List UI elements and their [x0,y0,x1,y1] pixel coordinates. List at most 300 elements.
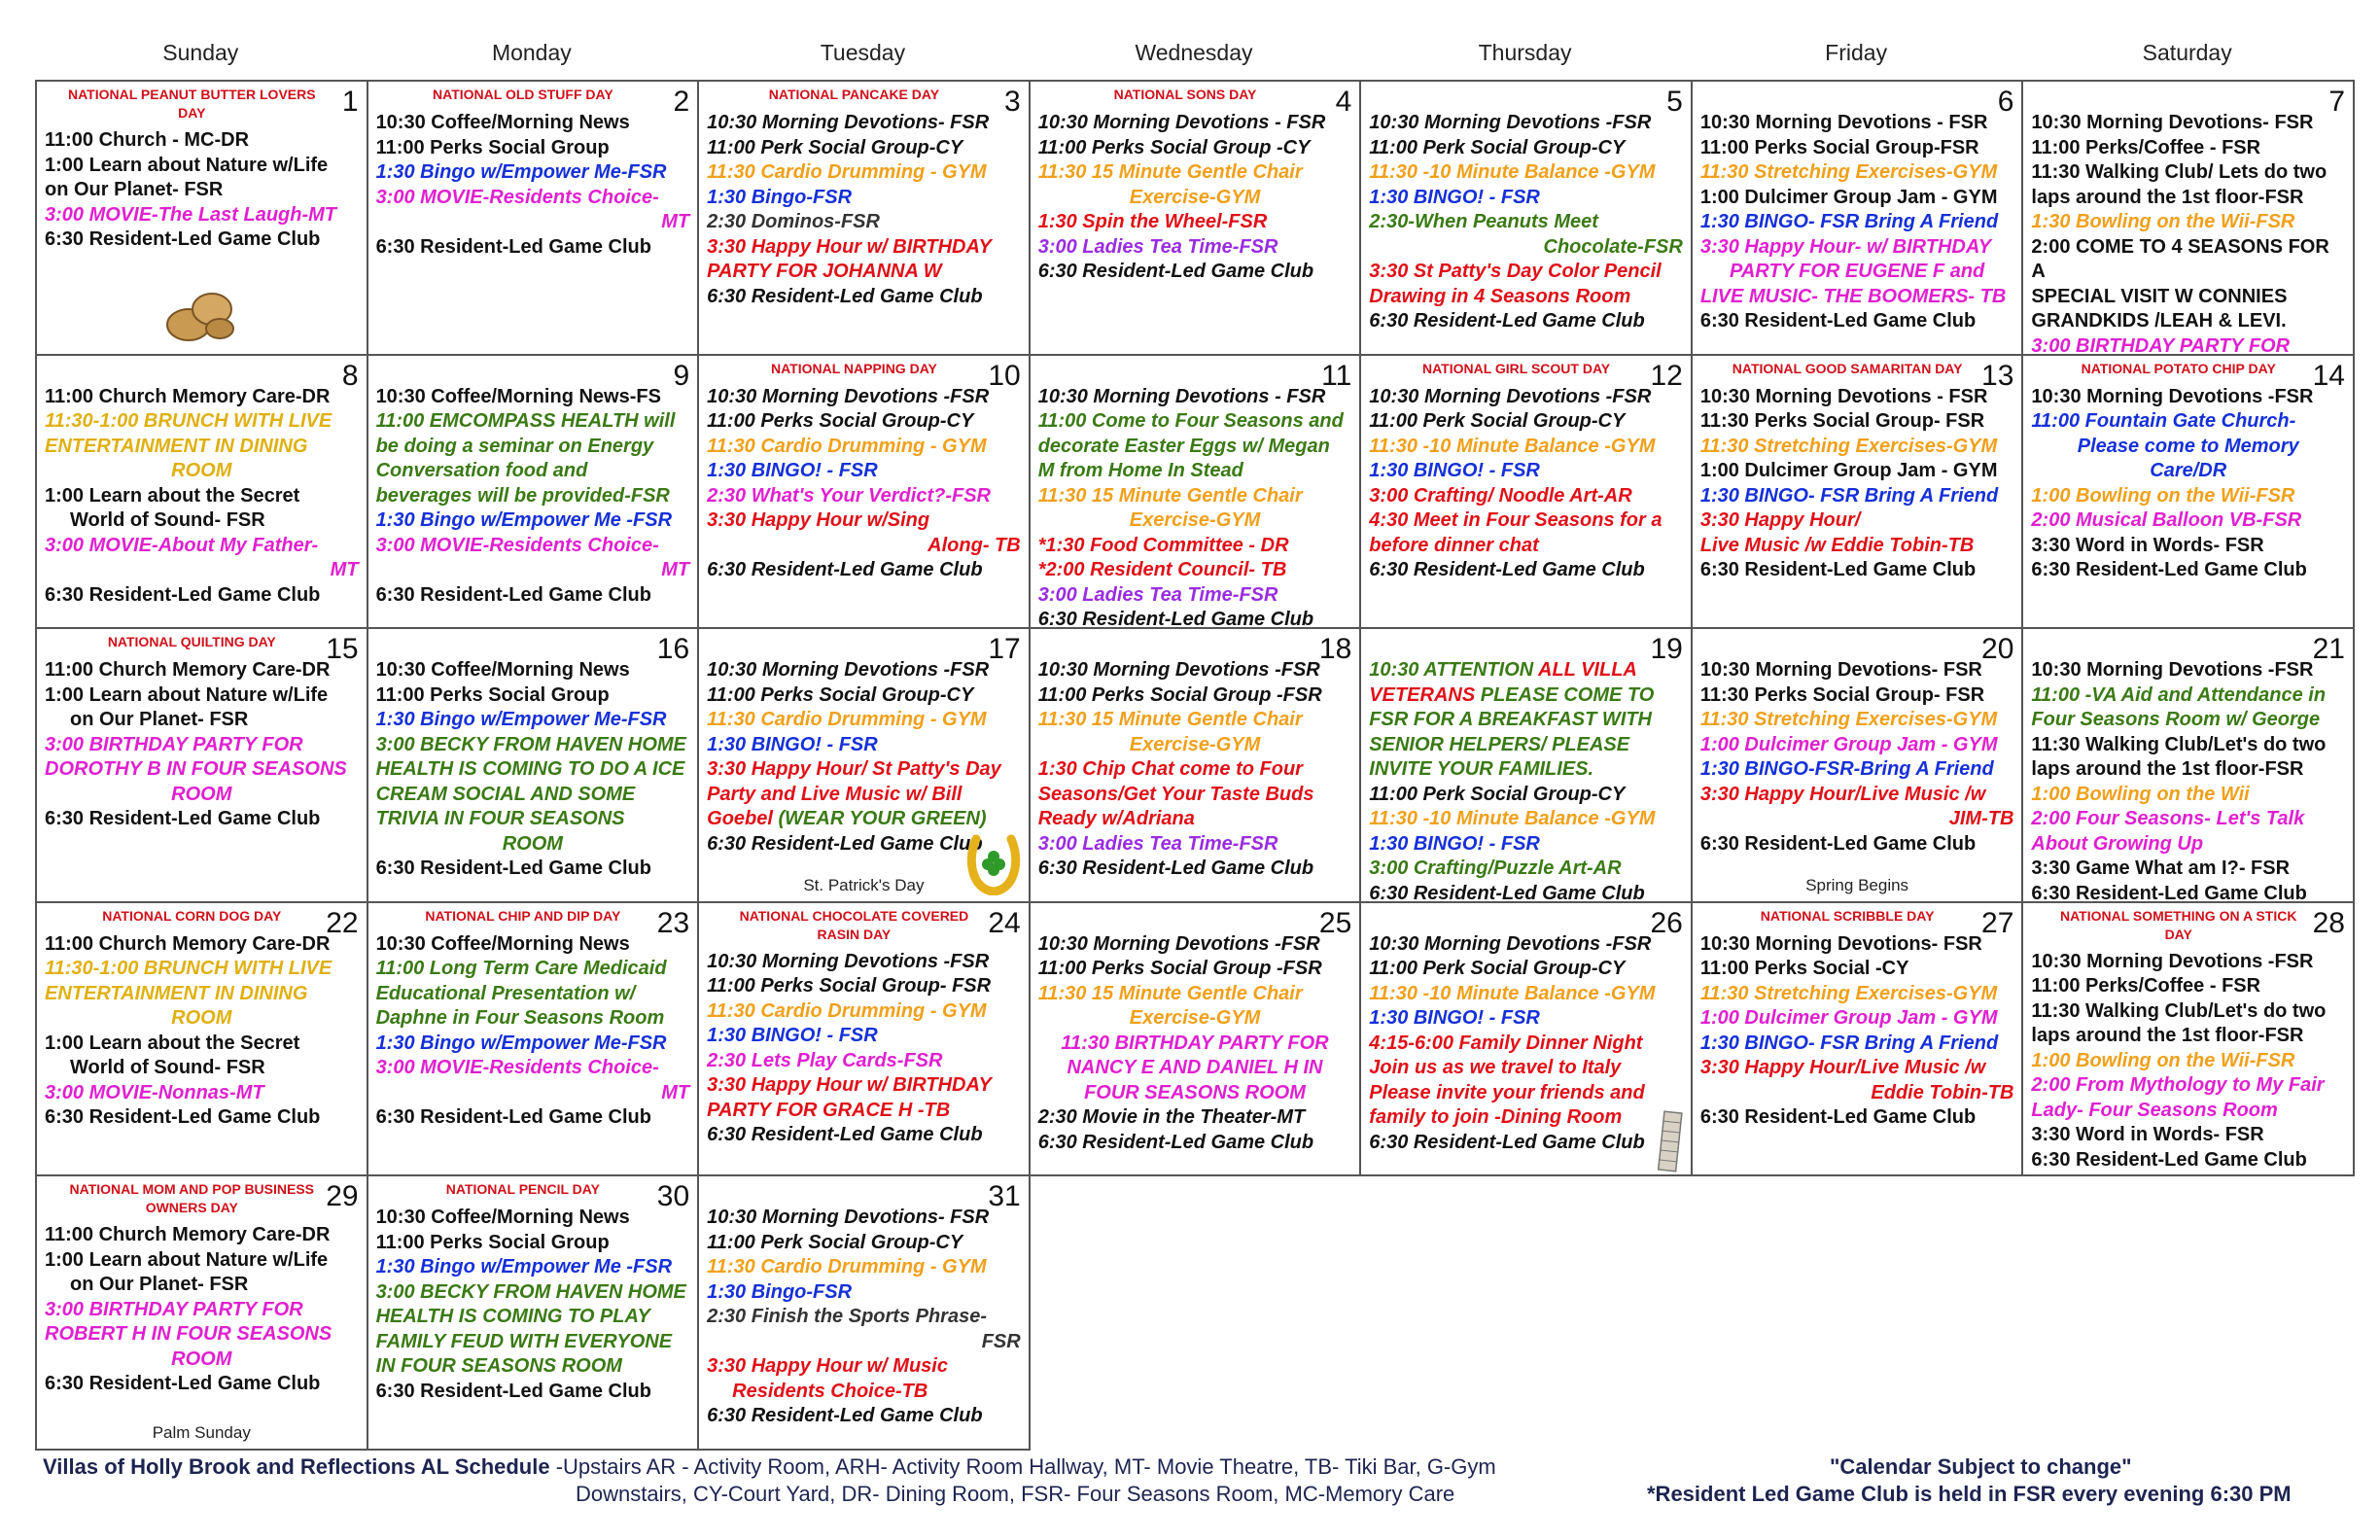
event-text: SPECIAL VISIT W CONNIES [2031,285,2288,307]
event-text: NANCY E AND DANIEL H IN [1067,1057,1323,1079]
event-item [2031,309,2345,334]
event-text: 10:30 Morning Devotions -FSR [1369,932,1652,955]
event-item [376,409,690,435]
event-item [45,1006,359,1032]
event-list [1369,658,1683,903]
event-text: Goebel [707,808,773,830]
event-item [45,154,359,179]
event-text: HEALTH IS COMING TO PLAY [375,1306,650,1328]
event-text: ROOM [171,783,232,805]
event-item [1700,534,2014,559]
event-item [707,1354,1021,1380]
weekday-thursday: Thursday [1478,40,1572,65]
event-text: Eddie Tobin-TB [1871,1081,2014,1103]
event-item [45,957,359,982]
event-text: 11:00 Perks Social Group- FSR [707,975,992,998]
event-item [707,435,1021,460]
event-item [1038,957,1352,982]
event-text: 11:00 Perks Social Group-FSR [1699,136,1979,158]
event-item [707,708,1021,733]
event-item [1700,733,2014,758]
event-text: 6:30 Resident-Led Game Club [375,1380,651,1402]
national-day-label [1700,86,2014,105]
event-text: 10:30 Coffee/Morning News [375,112,630,133]
national-day-label: NATIONAL CORN DOG DAY [102,907,282,924]
day-cell-22 [37,903,368,1177]
event-item [707,1049,1021,1074]
event-text: 1:30 Bingo-FSR [707,186,853,208]
day-number: 17 [988,633,1021,666]
event-item [1038,1006,1352,1032]
event-text: 1:00 Dulcimer Group Jam - GYM [1699,1007,1998,1030]
event-item [1038,583,1352,609]
event-item [45,385,359,410]
event-item [2031,534,2345,559]
event-text: ENTERTAINMENT IN DINING [45,982,308,1004]
day-number: 7 [2328,86,2345,118]
event-item [45,658,359,683]
event-text: 11:00 Perk Social Group-CY [1369,410,1626,433]
event-item [1369,558,1683,583]
event-text: Join us as we travel to Italy [1369,1057,1622,1079]
weekday-sunday: Sunday [162,40,239,65]
event-text: 11:30 Cardio Drumming - GYM [707,709,987,731]
event-text: 1:30 BINGO! - FSR [1369,186,1540,208]
event-text: 3:00 BECKY FROM HAVEN HOME [375,1280,686,1303]
event-item [45,807,359,832]
event-item [707,683,1021,709]
event-list [2031,385,2345,583]
event-text: 10:30 Coffee/Morning News [375,932,630,955]
event-text: 3:00 MOVIE-Residents Choice- [375,186,659,208]
event-item [1700,260,2014,285]
event-item [2031,1024,2345,1049]
event-item [707,160,1021,186]
event-item [2031,484,2345,509]
event-text: Exercise-GYM [1129,509,1261,532]
event-text: HEALTH IS COMING TO DO A ICE [375,758,685,781]
event-text: 6:30 Resident-Led Game Club [1699,1106,1977,1129]
national-day-label: NATIONAL MOM AND POP BUSINESS OWNERS DAY [69,1181,315,1216]
day-number: 6 [1997,86,2014,118]
weekday-wednesday: Wednesday [1135,40,1253,65]
event-text: 11:30 Cardio Drumming - GYM [707,999,987,1022]
day-cell-24 [699,903,1031,1177]
weekday-monday: Monday [491,40,572,65]
event-item [707,974,1021,999]
day-cell-13 [1693,356,2024,630]
event-text: Conversation food and [375,460,588,482]
day-number: 24 [988,906,1021,939]
event-text: *1:30 Food Committee - DR [1037,534,1289,556]
event-item [376,583,690,609]
event-item [1038,658,1352,683]
event-item [376,235,690,261]
event-item [1369,186,1683,211]
event-text: 11:00 Church Memory Care-DR [45,385,331,407]
event-text: 3:30 Happy Hour w/ Music [707,1355,948,1378]
event-item [376,708,690,733]
event-text: 1:30 Chip Chat come to Four [1037,758,1303,781]
event-text: 11:30 Walking Club/Let's do two [2031,733,2327,755]
event-item [1038,459,1352,484]
national-day-label: NATIONAL CHOCOLATE COVERED RASIN DAY [739,907,969,942]
event-text: 3:30 Happy Hour/ [1699,509,1861,532]
event-text: VETERANS [1369,683,1476,706]
day-cell-9 [368,356,700,630]
day-cell-3 [699,82,1031,356]
event-text: 10:30 Morning Devotions -FSR [707,950,990,972]
event-list [376,1206,690,1404]
event-text: 2:30 Dominos-FSR [707,211,880,232]
event-text: 11:30 15 Minute Gentle Chair [1037,709,1303,731]
weekday-friday: Friday [1825,40,1888,65]
event-list [1038,932,1352,1156]
event-text: 2:30-When Peanuts Meet [1369,211,1598,232]
event-item [1700,136,2014,161]
event-text: 11:00 Church Memory Care-DR [45,659,331,682]
day-number: 21 [2312,633,2345,666]
event-text: FOUR SEASONS ROOM [1084,1081,1306,1103]
event-text: 2:30 What's Your Verdict?-FSR [707,484,991,507]
event-text: 11:00 Perk Social Group-CY [1369,136,1626,158]
event-item [376,757,690,783]
event-item [1369,932,1683,958]
national-day-label [1369,86,1683,105]
event-text: 6:30 Resident-Led Game Club [45,1373,321,1395]
event-item [1369,733,1683,758]
event-list [707,1206,1021,1429]
event-item [1038,932,1352,958]
event-item [707,807,1021,832]
event-item [1369,136,1683,161]
event-item [707,1255,1021,1280]
event-item [1700,807,2014,832]
event-text: Seasons/Get Your Taste Buds [1037,783,1314,805]
event-item [45,1081,359,1106]
day-number: 23 [656,906,690,939]
day-cell-20 [1693,629,2024,903]
event-item [1369,1105,1683,1131]
event-text: 4:30 Meet in Four Seasons for a [1369,509,1662,532]
event-text: Live Music /w Eddie Tobin-TB [1699,534,1975,556]
event-text: 11:30 Stretching Exercises-GYM [1699,435,1998,457]
day-cell-30 [368,1176,700,1451]
event-text: 1:00 Bowling on the Wii-FSR [2031,1049,2295,1071]
national-day-label [1369,907,1683,927]
national-day-label: NATIONAL NAPPING DAY [770,360,937,376]
event-item [1369,857,1683,882]
event-item [1369,783,1683,808]
event-text: 11:00 Perks Social Group [375,683,610,706]
event-text: PARTY FOR EUGENE F and [1730,261,1985,282]
event-item [2031,950,2345,975]
event-item [707,1380,1021,1405]
event-item [376,1354,690,1380]
event-text: 3:30 Word in Words- FSR [2031,1124,2264,1146]
event-item [1700,832,2014,858]
event-item [2031,508,2345,534]
national-day-label: NATIONAL GIRL SCOUT DAY [1421,360,1611,376]
event-item [376,683,690,709]
event-item [2031,285,2345,310]
event-item [1038,160,1352,186]
event-item [2031,857,2345,882]
event-item [1038,210,1352,235]
holiday-label: St. Patrick's Day [803,875,925,894]
event-item [45,1348,359,1373]
day-cell-29 [37,1176,368,1451]
footer-game-club-note: *Resident Led Game Club is held in FSR every evening 6:30 PM [1647,1482,2292,1506]
day-cell-2 [368,82,700,356]
event-text: 11:00 -VA Aid and Attendance in [2031,683,2327,706]
day-number: 29 [326,1180,359,1213]
event-list [1369,932,1683,1156]
event-text: CREAM SOCIAL AND SOME [375,783,636,805]
event-item [1369,111,1683,136]
event-text: 11:30 Perks Social Group- FSR [1699,410,1985,433]
event-item [2031,658,2345,683]
event-item [45,558,359,583]
day-cell-8 [37,356,368,630]
event-item [707,1305,1021,1330]
event-item [45,708,359,733]
event-text: 10:30 Morning Devotions- FSR [707,1207,990,1229]
footer-legend-downstairs: Downstairs, CY-Court Yard, DR- Dining Room, FSR- Four Seasons Room, MC-Memory Care [576,1482,1455,1506]
event-text: 11:30-1:00 BRUNCH WITH LIVE [45,410,332,433]
event-item [376,1006,690,1032]
event-text: 6:30 Resident-Led Game Club [375,1106,651,1129]
day-cell-23 [368,903,700,1177]
event-text: 1:30 Bowling on the Wii-FSR [2031,211,2295,232]
event-item [1038,235,1352,261]
event-item [1700,435,2014,460]
event-text: 11:00 Come to Four Seasons and [1037,410,1344,433]
event-text: Daphne in Four Seasons Room [375,1007,665,1030]
event-item [45,683,359,709]
event-text: 10:30 Morning Devotions -FSR [2031,950,2314,972]
day-cell-28 [2023,903,2355,1177]
event-list [707,658,1021,857]
event-text: laps around the 1st floor-FSR [2031,186,2304,208]
event-item [1038,982,1352,1007]
event-list [376,111,690,260]
event-text: beverages will be provided-FSR [375,484,670,507]
event-text: be doing a seminar on Energy [375,435,654,457]
event-item [1369,435,1683,460]
event-text: 3:00 Crafting/Puzzle Art-AR [1369,858,1622,880]
event-text: 11:00 Perks Social -CY [1699,958,1909,980]
event-item [707,385,1021,410]
event-text: 6:30 Resident-Led Game Club [1037,858,1314,880]
event-text: 11:00 EMCOMPASS HEALTH will [375,410,676,433]
day-number: 11 [1321,359,1352,392]
event-item [376,1206,690,1231]
day-cell-6 [1693,82,2024,356]
event-item [45,484,359,509]
event-item [376,160,690,186]
event-text: 10:30 Morning Devotions -FSR [1037,659,1320,682]
event-item [1700,1081,2014,1106]
event-item [45,783,359,808]
event-text: 3:30 Happy Hour/Live Music /w [1699,1057,1986,1079]
event-item [1038,807,1352,832]
event-item [2031,409,2345,435]
event-text: 11:30 Cardio Drumming - GYM [707,435,987,457]
event-text: 2:00 Musical Balloon VB-FSR [2031,509,2302,532]
event-item [45,1105,359,1131]
event-item [1038,708,1352,733]
event-text: 1:30 BINGO! - FSR [707,1025,878,1047]
event-text: 1:30 Bingo w/Empower Me-FSR [375,709,667,731]
event-item [1700,309,2014,334]
event-text: Please come to Memory [2077,435,2299,457]
event-text: 3:00 BECKY FROM HAVEN HOME [375,733,686,755]
event-item [1038,608,1352,629]
event-item [45,1322,359,1348]
event-text: 1:30 Bingo w/Empower Me-FSR [375,161,667,183]
day-cell-7 [2023,82,2355,356]
event-text: 6:30 Resident-Led Game Club [1037,609,1314,630]
event-item [2031,1099,2345,1124]
event-text: 10:30 Morning Devotions - FSR [1699,112,1988,133]
event-item [376,1305,690,1330]
event-text: 11:30-1:00 BRUNCH WITH LIVE [45,958,332,980]
event-item [376,1280,690,1306]
event-text-accent: PLEASE COME TO [1475,683,1655,706]
event-text: ROOM [502,832,563,855]
event-list [376,932,690,1131]
horseshoe-clover-icon [964,831,1023,895]
event-text: 1:30 BINGO! - FSR [707,460,878,482]
event-text: 3:00 Ladies Tea Time-FSR [1037,832,1278,855]
leaning-tower-icon [1654,1106,1687,1172]
event-item [45,1223,359,1248]
event-item [1038,260,1352,285]
event-text: 3:30 Word in Words- FSR [2031,534,2264,556]
event-list [1700,932,2014,1131]
event-item [1700,1105,2014,1131]
day-number: 25 [1318,906,1352,939]
event-item [1369,1056,1683,1081]
event-item [1038,385,1352,410]
event-text: 11:00 Perks Social Group -FSR [1037,958,1322,980]
day-number: 5 [1666,86,1683,118]
event-item [1369,982,1683,1007]
event-text: 1:00 Bowling on the Wii [2031,783,2250,805]
event-text: laps around the 1st floor-FSR [2031,1025,2304,1047]
national-day-label: NATIONAL PEANUT BUTTER LOVERS DAY [67,87,316,121]
event-text: 11:00 Perks Social Group -FSR [1037,683,1322,706]
day-cell-15 [37,629,368,903]
event-text: 11:30 15 Minute Gentle Chair [1037,982,1303,1004]
event-item [1369,807,1683,832]
event-item [376,1255,690,1280]
event-item [45,228,359,253]
event-text: ROOM [171,460,232,482]
event-item [376,932,690,958]
event-item [707,235,1021,261]
day-number: 12 [1650,359,1683,392]
event-text: 11:00 Perk Social Group-CY [707,1231,963,1253]
event-text: 6:30 Resident-Led Game Club [45,228,321,250]
event-item [2031,999,2345,1025]
event-list [1700,111,2014,334]
event-item [376,508,690,534]
event-text: 11:30 Perks Social Group- FSR [1699,683,1985,706]
event-item [1369,757,1683,783]
event-text: 6:30 Resident-Led Game Club [707,1405,983,1427]
event-item [1700,160,2014,186]
event-item [45,435,359,460]
event-item [1700,508,2014,534]
event-list [2031,658,2345,903]
event-item [45,1032,359,1057]
event-item [2031,882,2345,903]
event-item [2031,111,2345,136]
calendar-grid [35,80,2355,1451]
event-item [1369,235,1683,261]
event-text: Party and Live Music w/ Bill [707,783,962,805]
event-text: MT [661,211,690,232]
event-list [376,658,690,882]
event-item [1038,1056,1352,1081]
event-text: 10:30 Morning Devotions -FSR [707,385,990,407]
event-item [1700,459,2014,484]
event-text: Lady- Four Seasons Room [2031,1099,2278,1121]
event-text: 2:30 Finish the Sports Phrase- [707,1306,987,1328]
event-item [1038,558,1352,583]
event-item [1038,409,1352,435]
day-cell-25 [1031,903,1362,1177]
day-cell-1 [37,82,368,356]
day-cell-26 [1361,903,1693,1177]
event-text: 6:30 Resident-Led Game Club [2031,882,2307,903]
event-text: PARTY FOR JOHANNA W [707,261,942,282]
event-item [1700,558,2014,583]
event-text: *2:00 Resident Council- TB [1037,559,1287,581]
event-item [1700,1006,2014,1032]
event-item [45,733,359,758]
schedule-footer [43,1449,2353,1526]
event-item [707,733,1021,758]
event-text: Along- TB [928,534,1021,556]
footer-change-note: "Calendar Subject to change" [1830,1454,2132,1479]
event-item [1700,683,2014,709]
event-item [376,435,690,460]
event-text: 11:00 Perk Social Group-CY [1369,958,1626,980]
event-item [707,186,1021,211]
event-item [1038,1032,1352,1057]
event-item [2031,832,2345,858]
event-text: 10:30 Coffee/Morning News-FS [375,385,661,407]
event-text: 11:30 15 Minute Gentle Chair [1037,161,1303,183]
event-list [1038,111,1352,285]
event-list [1700,658,2014,857]
event-text: 3:00 Crafting/ Noodle Art-AR [1369,484,1632,507]
event-item [376,658,690,683]
day-cell-17 [699,629,1031,903]
event-item [1369,708,1683,733]
event-item [1038,832,1352,858]
event-text: 11:30 15 Minute Gentle Chair [1037,484,1303,507]
event-item [376,385,690,410]
event-text: 1:00 Learn about Nature w/Life [45,683,329,706]
event-text: 11:30 -10 Minute Balance -GYM [1369,982,1656,1004]
event-text: DOROTHY B IN FOUR SEASONS [45,758,347,781]
event-text: 1:00 Learn about the Secret [45,1032,300,1054]
event-item [45,1372,359,1397]
